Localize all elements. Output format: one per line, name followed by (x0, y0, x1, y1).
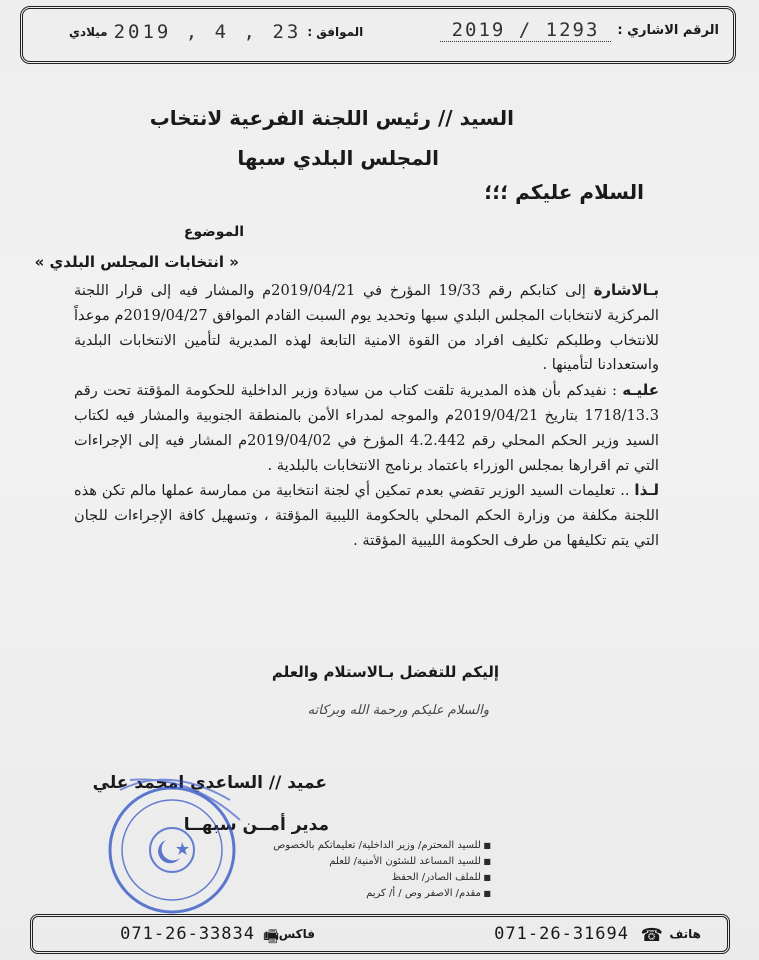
letter-body (74, 278, 659, 554)
reference-number: 2019 / 1293 (440, 19, 612, 42)
date-value: 2019 , 4 , 23 (113, 21, 302, 43)
date-group (69, 21, 363, 43)
calligraphy-motto: والسلام عليكم ورحمة الله وبركاته (307, 703, 489, 718)
date-suffix: ميلادي (69, 25, 108, 39)
paragraph-1 (74, 278, 659, 378)
cc-list (273, 838, 491, 902)
cc-item: ■ للسيد المحترم/ وزير الداخلية/ تعليماتكم بالخصوص (273, 838, 491, 854)
greeting: السلام عليكم ؛؛؛ (484, 180, 644, 204)
paragraph-1-text: إلى كتابكم رقم 19/33 المؤرخ في 2019/04/21م والمشار فيه إلى قرار اللجنة المركزية لانتخابات المجلس البلدي سبها وتحديد يوم السبت القادم الموافق 2019/04/27م موعداً للانتخاب وطلبكم تكليف افراد من القوة الامنية التابعة لهذه المديرية لتأمين الانتخابات البلدية واستعدادنا لتأمينها . (74, 282, 659, 374)
signatory-name: عميد // الساعدي امحمد علي (92, 773, 327, 793)
reference-number-group (440, 19, 719, 42)
cc-item: ■ للملف الصادر/ الحفظ (273, 870, 491, 886)
paragraph-3-text: .. تعليمات السيد الوزير تقضي بعدم تمكين أي لجنة انتخابية من ممارسة عملها مالم تكن هذه اللجنة مكلفة من وزارة الحكم المحلي بالحكومة الليبية المؤقتة ، وتسهيل كافة الإجراءات للجان التي يتم تكليفها من طرف الحكومة الليبية المؤقتة . (74, 482, 659, 549)
reference-box (20, 6, 736, 64)
paragraph-2-lead: عليـه (622, 381, 660, 400)
signatory-title: مدير أمــن سبهــا (183, 815, 329, 835)
subject-text: « انتخابات المجلس البلدي » (34, 253, 239, 271)
paragraph-1-lead: بـالاشارة (593, 281, 659, 299)
paragraph-2 (74, 378, 659, 478)
fax-number: 071-26-33834 (120, 924, 255, 944)
paragraph-2-text: : نفيدكم بأن هذه المديرية تلقت كتاب من سيادة وزير الداخلية للحكومة المؤقتة تحت رقم 1718/13.3 بتاريخ 2019/04/21م والموجه لمدراء الأمن بالمنطقة الجنوبية والمشار فيه لكتاب السيد وزير الحكم المحلي رقم 4.2.442 المؤرخ في 2019/04/02م المشار فيه إلى الإجراءات التي تم اقرارها بمجلس الوزراء باعتماد برنامج الانتخابات بالبلدية . (74, 382, 659, 474)
footer-contact-box (30, 914, 730, 954)
addressee-line-1: السيد // رئيس اللجنة الفرعية لانتخاب (149, 106, 514, 130)
official-stamp-icon (100, 770, 250, 920)
closing-line: إليكم للتفضل بـالاستلام والعلم (271, 663, 499, 681)
date-label: الموافق : (307, 25, 364, 39)
fax-label: فاكس (278, 927, 315, 941)
subject-label: الموضوع (183, 224, 244, 240)
addressee-line-2: المجلس البلدي سبها (237, 146, 439, 170)
paragraph-3 (74, 478, 659, 553)
paragraph-3-lead: لـذا (634, 481, 659, 500)
cc-item: ■ للسيد المساعد للشئون الأمنية/ للعلم (273, 854, 491, 870)
phone-label: هاتف (669, 927, 701, 941)
phone-number: 071-26-31694 (494, 924, 629, 944)
telephone-icon: ☎ (640, 925, 663, 946)
fax-icon: 🖷 (262, 927, 279, 947)
reference-label: الرقم الاشاري : (617, 23, 719, 38)
cc-item: ■ مقدم/ الاصفر وص / أ/ كريم (273, 886, 491, 902)
